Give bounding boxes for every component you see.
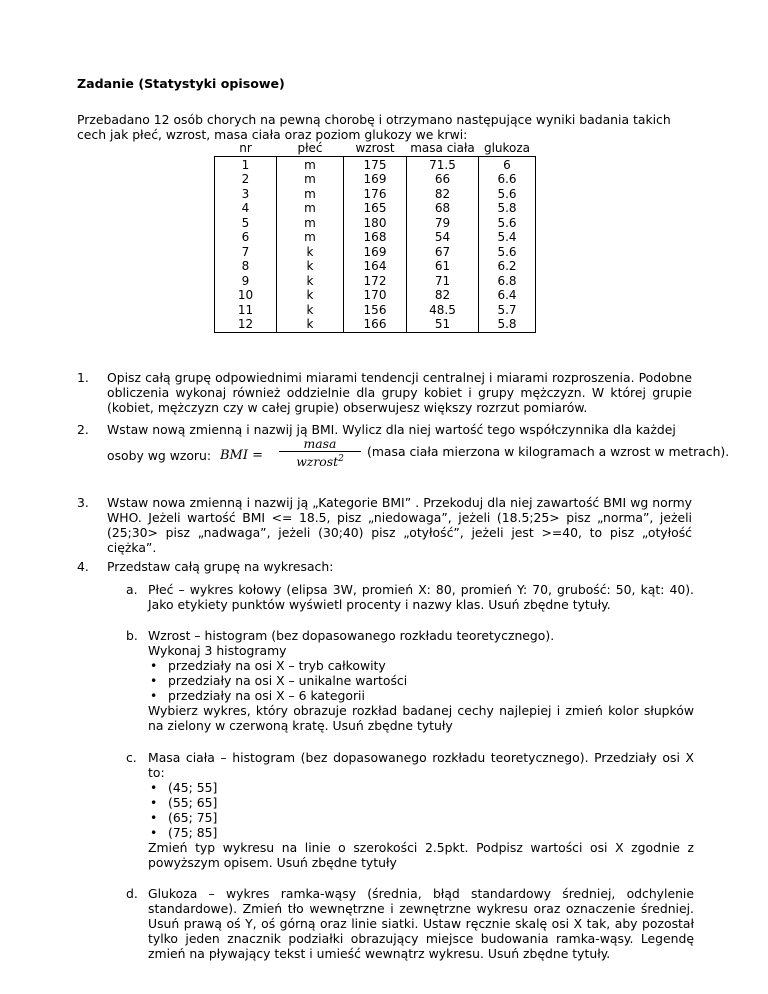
table-cell: 165 xyxy=(344,201,407,216)
table-cell: 68 xyxy=(407,201,479,216)
table-cell: 180 xyxy=(344,216,407,231)
table-cell: 170 xyxy=(344,288,407,303)
header-cell: glukoza xyxy=(483,141,531,155)
table-cell: 71.5 xyxy=(407,156,479,172)
table-body xyxy=(215,156,536,332)
table-row xyxy=(215,245,536,260)
task-text: Przedstaw całą grupę na wykresach: xyxy=(107,559,334,574)
subtask-b xyxy=(126,628,694,733)
table-cell: 3 xyxy=(215,187,277,202)
table-row xyxy=(215,303,536,318)
list-item: • (45; 55] xyxy=(148,780,694,795)
intro-paragraph: Przebadano 12 osób chorych na pewną chorobę i otrzymano następujące wyniki badania takich cech jak płeć, wzrost, masa ciała oraz poziom glukozy we krwi: xyxy=(77,112,671,142)
task-number: 1. xyxy=(77,370,89,385)
table-cell: 79 xyxy=(407,216,479,231)
table-cell: k xyxy=(277,303,344,318)
table-cell: 1 xyxy=(215,156,277,172)
subtask-label: a. xyxy=(126,582,138,597)
table-row xyxy=(215,156,536,172)
formula-suffix: (masa ciała mierzona w kilogramach a wzrost w metrach). xyxy=(367,444,730,459)
list-item: • przedziały na osi X – unikalne wartości xyxy=(148,673,694,688)
header-cell: wzrost xyxy=(355,141,395,155)
table-cell: 169 xyxy=(344,172,407,187)
table-cell: 82 xyxy=(407,187,479,202)
table-cell: 6 xyxy=(503,157,511,172)
table-cell: 66 xyxy=(407,172,479,187)
table-cell: m xyxy=(277,187,344,202)
table-cell: k xyxy=(277,288,344,303)
task-number: 3. xyxy=(77,495,89,510)
subtask-c xyxy=(126,750,694,870)
subtask-text: Wzrost – histogram (bez dopasowanego rozkładu teoretycznego). Wykonaj 3 histogramy xyxy=(148,628,555,658)
formula-fraction xyxy=(279,436,361,469)
table-cell: 176 xyxy=(344,187,407,202)
bmi-formula-line xyxy=(107,436,730,471)
header-cell: płeć xyxy=(297,141,323,155)
table-row xyxy=(215,259,536,274)
table-cell: m xyxy=(277,230,344,245)
task-number: 2. xyxy=(77,422,89,437)
table-cell: 5.8 xyxy=(497,317,517,331)
table-header-row xyxy=(215,141,536,156)
table-cell: 6 xyxy=(215,230,277,245)
task-4 xyxy=(77,559,692,574)
task-text: Wstaw nową zmienną i nazwij ją BMI. Wylicz dla niej wartość tego współczynnika dla każdej xyxy=(107,422,676,437)
formula-prefix: osoby wg wzoru: xyxy=(107,448,212,463)
table-cell: 54 xyxy=(407,230,479,245)
table-cell: 168 xyxy=(344,230,407,245)
table-cell: 82 xyxy=(407,288,479,303)
subtask-text: Płeć – wykres kołowy (elipsa 3W, promień X: 80, promień Y: 70, grubość: 50, kąt: 40). Jako etykiety punktów wyświetl procenty i nazwy klas. Usuń zbędne tytuły. xyxy=(148,582,694,612)
table-row xyxy=(215,216,536,231)
table-row xyxy=(215,230,536,245)
header-cell: nr xyxy=(239,141,252,155)
task-text: Wstaw nowa zmienną i nazwij ją „Kategorie BMI” . Przekoduj dla niej zawartość BMI wg normy WHO. Jeżeli wartość BMI <= 18.5, pisz „niedowaga”, jeżeli (18.5;25> pisz „norma”, jeżeli (25;30> pisz „nadwaga”, jeżeli (30;40) pisz „otyłość”, jeżeli jest >=40, to pisz „otyłość ciężka”. xyxy=(107,495,692,555)
formula-numerator: masa xyxy=(279,436,361,452)
table-cell: k xyxy=(277,274,344,289)
table-cell: m xyxy=(277,172,344,187)
table-cell: 175 xyxy=(344,156,407,172)
task-text: Opisz całą grupę odpowiednimi miarami tendencji centralnej i miarami rozproszenia. Podobne obliczenia wykonaj również oddzielnie dla grupy kobiet i grupy mężczyzn. W której grupie (kobiet, mężczyzn czy w całej grupie) obserwujesz większy rozrzut pomiarów. xyxy=(107,370,692,415)
list-item: • (65; 75] xyxy=(148,810,694,825)
table-cell: 67 xyxy=(407,245,479,260)
header-cell: masa ciała xyxy=(410,141,475,155)
table-cell: 8 xyxy=(215,259,277,274)
task-3 xyxy=(77,495,692,555)
table-row xyxy=(215,187,536,202)
table-cell: 61 xyxy=(407,259,479,274)
subtask-after-text: Zmień typ wykresu na linie o szerokości 2.5pkt. Podpisz wartości osi X zgodnie z powyższym opisem. Usuń zbędne tytuły xyxy=(148,840,694,870)
list-item: • (75; 85] xyxy=(148,825,694,840)
table-row xyxy=(215,201,536,216)
subtask-a xyxy=(126,582,694,612)
table-cell: 6.6 xyxy=(497,172,517,186)
subtask-d xyxy=(126,886,694,961)
table-cell: m xyxy=(277,201,344,216)
table-row xyxy=(215,274,536,289)
table-cell: 5.6 xyxy=(497,186,517,201)
table-cell: 11 xyxy=(215,303,277,318)
subtask-text: Masa ciała – histogram (bez dopasowanego rozkładu teoretycznego). Przedziały osi X to: xyxy=(148,750,694,780)
subtask-label: b. xyxy=(126,628,138,643)
subtask-text: Glukoza – wykres ramka-wąsy (średnia, błąd standardowy średniej, odchylenie standardowe). Zmień tło wewnętrzne i zewnętrzne wykresu oraz oznaczenie średniej. Usuń prawą oś Y, oś górną oraz linie siatki. Ustaw ręcznie skalę osi X tak, aby pozostał tylko jeden znacznik podziałki obrazujący miejsce budowania ramka-wąsy. Legendę zmień na pływający tekst i umieść wewnątrz wykresu. Usuń zbędne tytuły. xyxy=(148,886,694,961)
table-cell: 71 xyxy=(407,274,479,289)
formula-denominator: wzrost xyxy=(296,454,339,470)
formula-lhs: BMI = xyxy=(220,448,264,463)
formula-exponent: 2 xyxy=(338,454,344,464)
list-item: • przedziały na osi X – 6 kategorii xyxy=(148,688,694,703)
table-cell: 6.4 xyxy=(497,288,517,302)
table-cell: 7 xyxy=(215,245,277,260)
table-cell: 10 xyxy=(215,288,277,303)
table-cell: 6.8 xyxy=(497,273,517,288)
table-cell: 9 xyxy=(215,274,277,289)
table-cell: 5.6 xyxy=(497,215,517,230)
table-cell: 169 xyxy=(344,245,407,260)
subtask-label: d. xyxy=(126,886,138,901)
subtask-after-text: Wybierz wykres, który obrazuje rozkład badanej cechy najlepiej i zmień kolor słupków na zielony w czerwoną kratę. Usuń zbędne tytuły xyxy=(148,703,694,733)
table-cell: m xyxy=(277,156,344,172)
table-row xyxy=(215,317,536,332)
table-cell: 6.2 xyxy=(497,259,517,273)
table-cell: 5.7 xyxy=(497,302,517,317)
list-item: • przedziały na osi X – tryb całkowity xyxy=(148,658,694,673)
data-table xyxy=(214,141,536,333)
table-cell: 164 xyxy=(344,259,407,274)
table-cell: 172 xyxy=(344,274,407,289)
table-cell: 156 xyxy=(344,303,407,318)
table-cell: k xyxy=(277,245,344,260)
table-cell: 2 xyxy=(215,172,277,187)
task-number: 4. xyxy=(77,559,89,574)
table-cell: 166 xyxy=(344,317,407,332)
task-2 xyxy=(77,422,730,471)
table-cell: 5 xyxy=(215,216,277,231)
task-1 xyxy=(77,370,692,415)
table-cell: 5.4 xyxy=(497,230,517,244)
table-cell: 12 xyxy=(215,317,277,332)
table-cell: m xyxy=(277,216,344,231)
list-item: • (55; 65] xyxy=(148,795,694,810)
subtask-label: c. xyxy=(126,750,137,765)
table-cell: k xyxy=(277,259,344,274)
table-cell: 48.5 xyxy=(407,303,479,318)
table-cell: 5.6 xyxy=(497,244,517,259)
table-row xyxy=(215,288,536,303)
table-cell: k xyxy=(277,317,344,332)
table-cell: 5.8 xyxy=(497,201,517,215)
table-cell: 51 xyxy=(407,317,479,332)
table-cell: 4 xyxy=(215,201,277,216)
table-row xyxy=(215,172,536,187)
document-title: Zadanie (Statystyki opisowe) xyxy=(77,76,285,91)
